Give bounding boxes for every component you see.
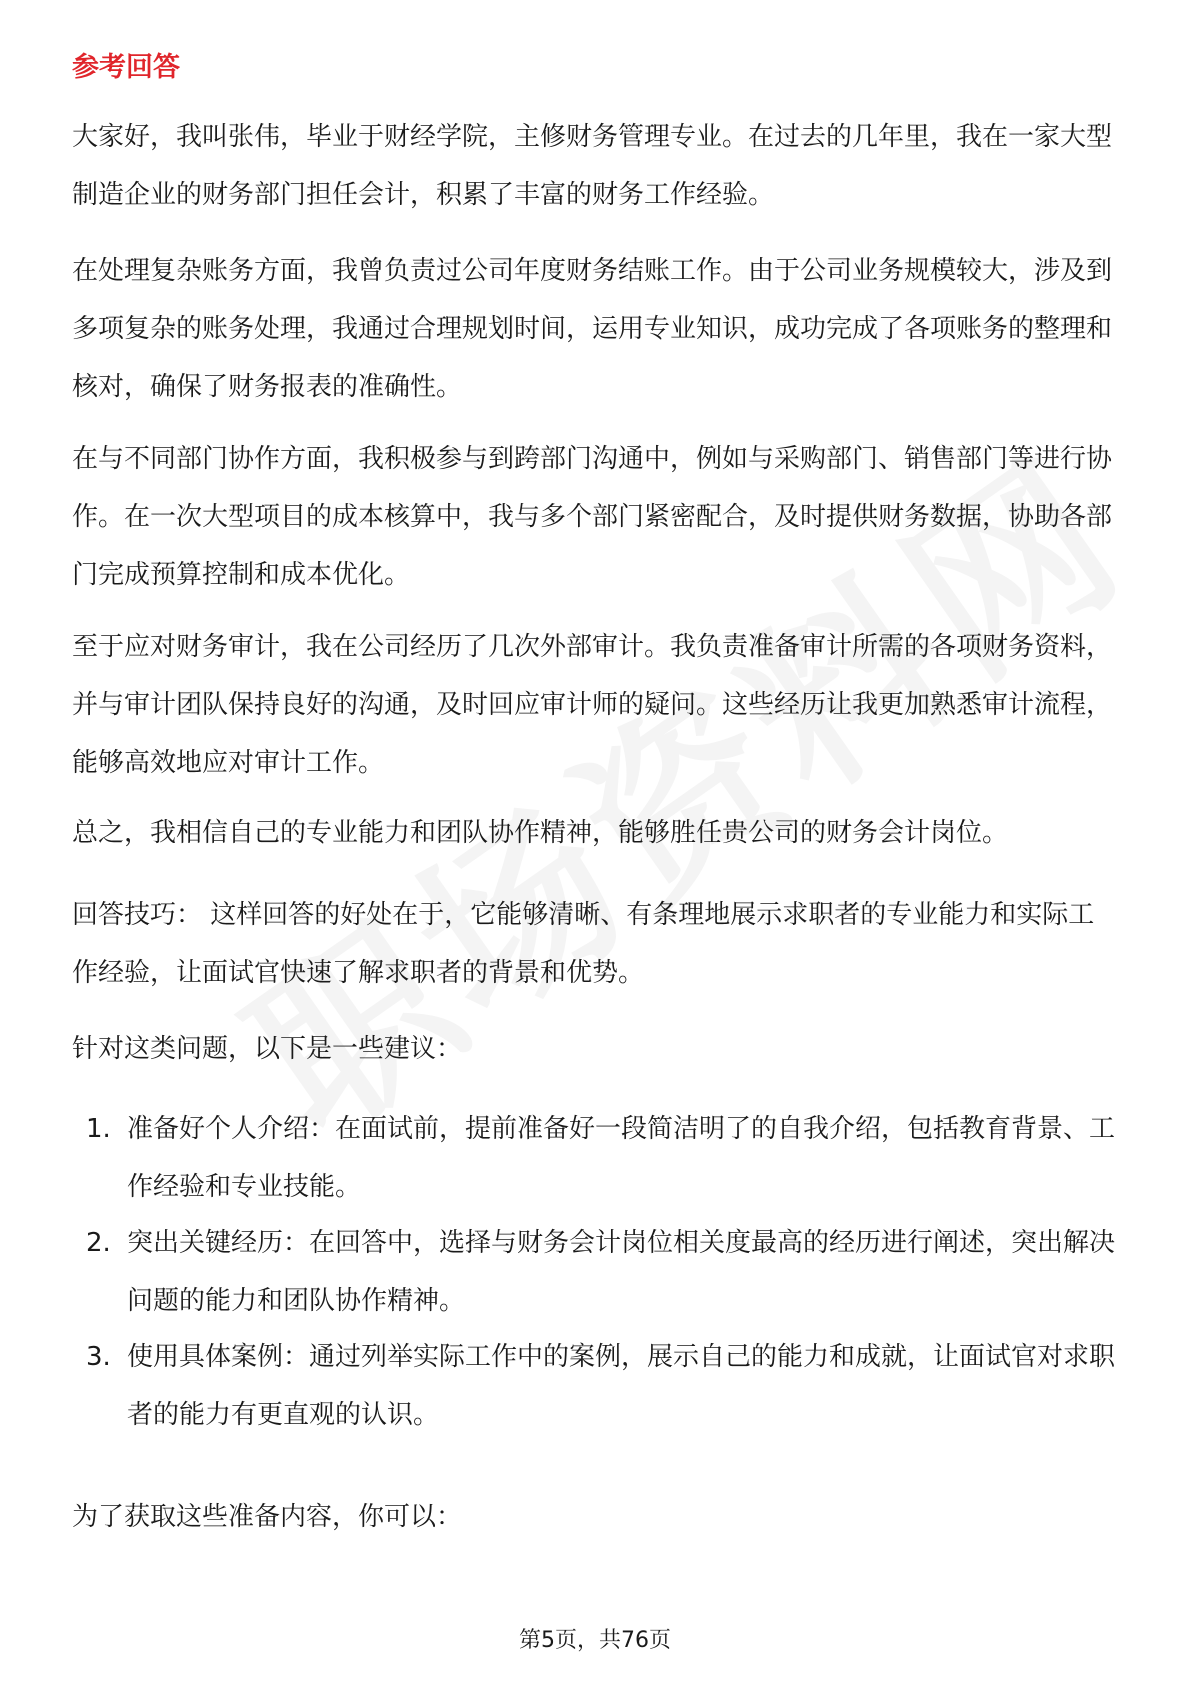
list-text: 准备好个人介绍：在面试前，提前准备好一段简洁明了的自我介绍，包括教育背景、工作经验和专业技能。 xyxy=(127,1114,1116,1202)
suggestion-list xyxy=(72,1100,1120,1442)
paragraph-summary: 总之，我相信自己的专业能力和团队协作精神，能够胜任贵公司的财务会计岗位。 xyxy=(72,818,1009,848)
list-number: 3. xyxy=(86,1342,111,1372)
list-item xyxy=(72,1214,1120,1330)
paragraph-collaboration: 在与不同部门协作方面，我积极参与到跨部门沟通中，例如与采购部门、销售部门等进行协作。在一次大型项目的成本核算中，我与多个部门紧密配合，及时提供财务数据，协助各部门完成预算控制和成本优化。 xyxy=(72,444,1113,590)
paragraph-accounts: 在处理复杂账务方面，我曾负责过公司年度财务结账工作。由于公司业务规模较大，涉及到多项复杂的账务处理，我通过合理规划时间，运用专业知识，成功完成了各项账务的整理和核对，确保了财务报表的准确性。 xyxy=(72,256,1113,402)
list-text: 使用具体案例：通过列举实际工作中的案例，展示自己的能力和成就，让面试官对求职者的能力有更直观的认识。 xyxy=(127,1342,1116,1430)
list-number: 1. xyxy=(86,1114,111,1144)
paragraph-audit: 至于应对财务审计，我在公司经历了几次外部审计。我负责准备审计所需的各项财务资料，并与审计团队保持良好的沟通，及时回应审计师的疑问。这些经历让我更加熟悉审计流程，能够高效地应对审计工作。 xyxy=(72,632,1113,778)
paragraph-closing: 为了获取这些准备内容，你可以： xyxy=(72,1502,463,1532)
list-text: 突出关键经历：在回答中，选择与财务会计岗位相关度最高的经历进行阐述，突出解决问题的能力和团队协作精神。 xyxy=(127,1228,1116,1316)
page-number: 第5页，共76页 xyxy=(519,1628,671,1653)
list-number: 2. xyxy=(86,1228,111,1258)
paragraph-suggestions-intro: 针对这类问题，以下是一些建议： xyxy=(72,1034,463,1064)
list-item xyxy=(72,1328,1120,1444)
paragraph-tips: 回答技巧： 这样回答的好处在于，它能够清晰、有条理地展示求职者的专业能力和实际工作经验，让面试官快速了解求职者的背景和优势。 xyxy=(72,900,1095,988)
section-heading: 参考回答 xyxy=(72,52,180,83)
paragraph-intro: 大家好，我叫张伟，毕业于财经学院，主修财务管理专业。在过去的几年里，我在一家大型制造企业的财务部门担任会计，积累了丰富的财务工作经验。 xyxy=(72,122,1113,210)
list-item xyxy=(72,1100,1120,1216)
